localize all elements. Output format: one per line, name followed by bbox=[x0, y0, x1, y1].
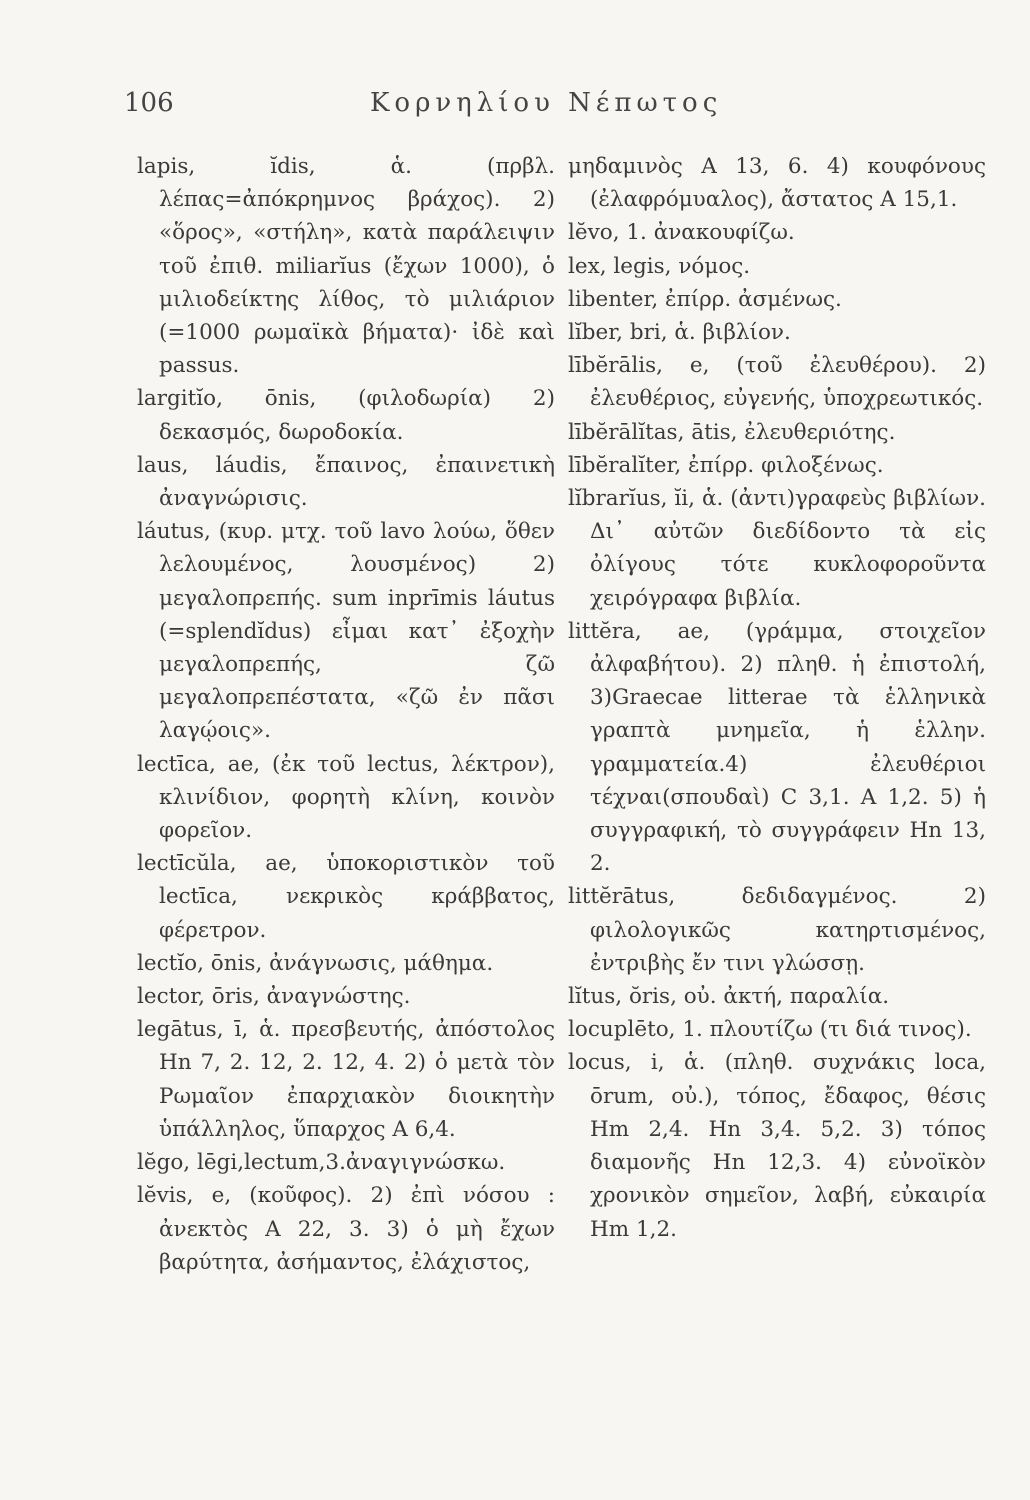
dictionary-entry: lībĕrālĭtas, ātis, ἐλευθεριότης. bbox=[568, 419, 896, 445]
left-column bbox=[137, 150, 555, 1279]
dictionary-entry: lapis, ĭdis, ἁ. (πρβλ. λέπας=ἀπόκρημνος βράχος). 2) «ὅρος», «στήλη», κατὰ παράλειψιν τοῦ ἐπιθ. miliarĭus (ἔχων 1000), ὁ μιλιοδείκτης λίθος, τὸ μιλιάριον (=1000 ρωμαϊκὰ βήματα)· ἰδὲ καὶ passus. bbox=[137, 154, 555, 379]
running-title: Κορνηλίου Νέπωτος bbox=[370, 88, 723, 118]
dictionary-entry: lectĭo, ōnis, ἀνάγνωσις, μάθημα. bbox=[137, 950, 494, 976]
dictionary-entry: lĕvo, 1. ἀνακουφίζω. bbox=[568, 220, 795, 246]
dictionary-entry: littĕrātus, δεδιδαγμένος. 2) φιλολογικῶς κατηρτισμένος, ἐντριβὴς ἔν τινι γλώσσῃ. bbox=[568, 884, 986, 976]
dictionary-entry: lībĕralĭter, ἐπίρρ. φιλοξένως. bbox=[568, 452, 884, 478]
dictionary-entry: lectīcŭla, ae, ὑποκοριστικὸν τοῦ lectīca, νεκρικὸς κράββατος, φέρετρον. bbox=[137, 851, 555, 943]
dictionary-entry: laus, láudis, ἔπαινος, ἐπαινετικὴ ἀναγνώρισις. bbox=[137, 452, 555, 512]
page-number: 106 bbox=[124, 88, 174, 118]
dictionary-entry: littĕra, ae, (γράμμα, στοιχεῖον ἀλφαβήτου). 2) πληθ. ἡ ἐπιστολή, 3)Graecae litterae τὰ ἑλληνικὰ γραπτὰ μνημεῖα, ἡ ἑλλην. γραμματεία.4) ἐλευθέριοι τέχναι(σπουδαὶ) C 3,1. A 1,2. 5) ἡ συγγραφική, τὸ συγγράφειν Hn 13, 2. bbox=[568, 618, 986, 877]
page-header bbox=[124, 88, 744, 128]
dictionary-entry: lectīca, ae, (ἐκ τοῦ lectus, λέκτρον), κλινίδιον, φορητὴ κλίνη, κοινὸν φορεῖον. bbox=[137, 751, 555, 844]
dictionary-entry: lĭtus, ŏris, οὐ. ἀκτή, παραλία. bbox=[568, 984, 890, 1010]
dictionary-entry: lībĕrālis, e, (τοῦ ἐλευθέρου). 2) ἐλευθέριος, εὐγενής, ὑποχρεωτικός. bbox=[568, 353, 986, 412]
dictionary-entry: largitĭo, ōnis, (φιλοδωρία) 2) δεκασμός, δωροδοκία. bbox=[137, 386, 555, 445]
dictionary-entry: lector, ōris, ἀναγνώστης. bbox=[137, 984, 411, 1010]
dictionary-entry: lex, legis, νόμος. bbox=[568, 253, 751, 279]
dictionary-entry: lĕvis, e, (κοῦφος). 2) ἐπὶ νόσου : ἀνεκτὸς A 22, 3. 3) ὁ μὴ ἔχων βαρύτητα, ἀσήμαντος, ἐλάχιστος, bbox=[137, 1183, 555, 1275]
dictionary-entry: legātus, ī, ἁ. πρεσβευτής, ἀπόστολος Hn 7, 2. 12, 2. 12, 4. 2) ὁ μετὰ τὸν Ρωμαῖον ἐπαρχιακὸν διοικητὴν ὑπάλληλος, ὕπαρχος A 6,4. bbox=[137, 1017, 555, 1142]
dictionary-entry: μηδαμινὸς A 13, 6. 4) κουφόνους (ἐλαφρόμυαλος), ἄστατος A 15,1. bbox=[568, 154, 986, 213]
dictionary-entry: láutus, (κυρ. μτχ. τοῦ lavo λούω, ὅθεν λελουμένος, λουσμένος) 2) μεγαλοπρεπής. sum inprīmis láutus (=splendĭdus) εἶμαι κατ᾽ ἐξοχὴν μεγαλοπρεπής, ζῶ μεγαλοπρεπέστατα, «ζῶ ἐν πᾶσι λαγῴοις». bbox=[137, 519, 555, 744]
right-column bbox=[568, 150, 986, 1246]
dictionary-entry: lĕgo, lēgi,lectum,3.ἀναγιγνώσκω. bbox=[137, 1150, 506, 1176]
dictionary-entry: locuplēto, 1. πλουτίζω (τι διά τινος). bbox=[568, 1017, 972, 1043]
dictionary-entry: lĭber, bri, ἁ. βιβλίον. bbox=[568, 320, 791, 346]
dictionary-entry: locus, i, ἁ. (πληθ. συχνάκις loca, ōrum, οὐ.), τόπος, ἔδαφος, θέσις Hm 2,4. Hn 3,4. 5,2. 3) τόπος διαμονῆς Hn 12,3. 4) εὐνοϊκὸν χρονικὸν σημεῖον, λαβή, εὐκαιρία Hm 1,2. bbox=[568, 1050, 986, 1242]
dictionary-entry: libenter, ἐπίρρ. ἀσμένως. bbox=[568, 286, 842, 312]
dictionary-entry: lĭbrarĭus, ĭi, ἁ. (ἀντι)γραφεὺς βιβλίων. Δι᾽ αὐτῶν διεδίδοντο τὰ εἰς ὀλίγους τότε κυκλοφοροῦντα χειρόγραφα βιβλία. bbox=[568, 486, 986, 611]
